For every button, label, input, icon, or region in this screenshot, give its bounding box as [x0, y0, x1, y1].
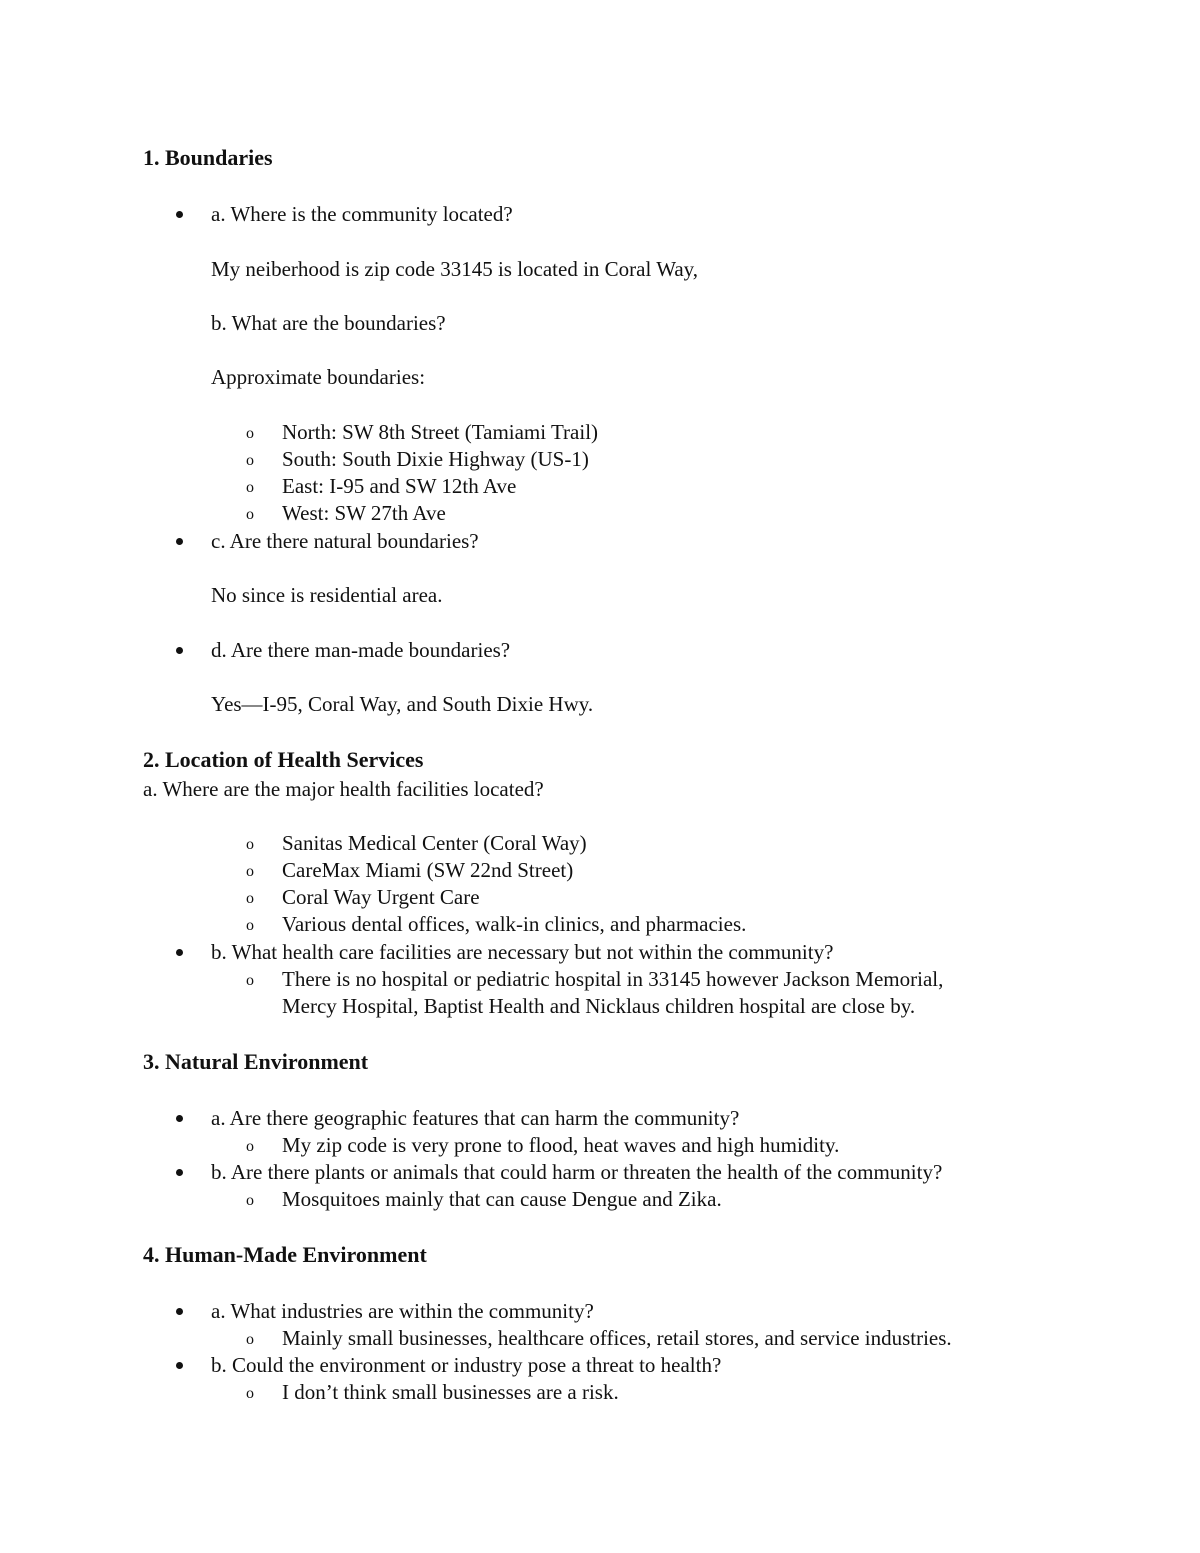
boundary-west: West: SW 27th Ave: [282, 501, 446, 525]
answer-missing-facilities-line1: There is no hospital or pediatric hospital in 33145 however Jackson Memorial,: [282, 967, 944, 991]
question-location: a. Where is the community located?: [211, 202, 513, 226]
answer-natural-boundaries: No since is residential area.: [211, 583, 443, 607]
bullet-icon: [176, 211, 183, 218]
question-health-facilities: a. Where are the major health facilities located?: [143, 777, 544, 801]
facility-item: Coral Way Urgent Care: [282, 885, 480, 909]
circle-bullet-icon: o: [246, 890, 254, 907]
boundary-north: North: SW 8th Street (Tamiami Trail): [282, 420, 599, 444]
answer-plants-animals: Mosquitoes mainly that can cause Dengue and Zika.: [282, 1187, 722, 1211]
circle-bullet-icon: o: [246, 972, 254, 989]
bullet-icon: [176, 1169, 183, 1176]
answer-manmade-boundaries: Yes—I-95, Coral Way, and South Dixie Hwy.: [211, 692, 594, 716]
section-heading-natural-environment: 3. Natural Environment: [143, 1049, 369, 1074]
circle-bullet-icon: o: [246, 1331, 254, 1348]
circle-bullet-icon: o: [246, 1138, 254, 1155]
answer-location: My neiberhood is zip code 33145 is located in Coral Way,: [211, 257, 699, 281]
answer-missing-facilities-line2: Mercy Hospital, Baptist Health and Nicklaus children hospital are close by.: [282, 994, 916, 1018]
answer-boundaries: Approximate boundaries:: [211, 365, 426, 389]
bullet-icon: [176, 1362, 183, 1369]
bullet-icon: [176, 647, 183, 654]
question-natural-boundaries: c. Are there natural boundaries?: [211, 529, 479, 553]
section-heading-boundaries: 1. Boundaries: [143, 145, 273, 170]
circle-bullet-icon: o: [246, 506, 254, 523]
circle-bullet-icon: o: [246, 836, 254, 853]
facility-item: Various dental offices, walk-in clinics, and pharmacies.: [282, 912, 747, 936]
question-health-threat: b. Could the environment or industry pose a threat to health?: [211, 1353, 722, 1377]
section-heading-human-made-environment: 4. Human-Made Environment: [143, 1242, 427, 1267]
question-missing-facilities: b. What health care facilities are necessary but not within the community?: [211, 940, 834, 964]
circle-bullet-icon: o: [246, 863, 254, 880]
section-heading-health-services: 2. Location of Health Services: [143, 747, 424, 772]
question-manmade-boundaries: d. Are there man-made boundaries?: [211, 638, 511, 662]
circle-bullet-icon: o: [246, 1385, 254, 1402]
circle-bullet-icon: o: [246, 1192, 254, 1209]
question-plants-animals: b. Are there plants or animals that could harm or threaten the health of the community?: [211, 1160, 943, 1184]
bullet-icon: [176, 1308, 183, 1315]
bullet-icon: [176, 949, 183, 956]
boundary-south: South: South Dixie Highway (US-1): [282, 447, 589, 471]
answer-health-threat: I don’t think small businesses are a risk.: [282, 1380, 619, 1404]
bullet-icon: [176, 538, 183, 545]
question-geographic-features: a. Are there geographic features that can harm the community?: [211, 1106, 740, 1130]
facility-item: CareMax Miami (SW 22nd Street): [282, 858, 574, 882]
circle-bullet-icon: o: [246, 452, 254, 469]
bullet-icon: [176, 1115, 183, 1122]
circle-bullet-icon: o: [246, 425, 254, 442]
boundary-east: East: I-95 and SW 12th Ave: [282, 474, 517, 498]
circle-bullet-icon: o: [246, 479, 254, 496]
answer-industries: Mainly small businesses, healthcare offices, retail stores, and service industries.: [282, 1326, 952, 1350]
answer-geographic-features: My zip code is very prone to flood, heat waves and high humidity.: [282, 1133, 840, 1157]
circle-bullet-icon: o: [246, 917, 254, 934]
question-industries: a. What industries are within the community?: [211, 1299, 594, 1323]
facility-item: Sanitas Medical Center (Coral Way): [282, 831, 587, 855]
question-boundaries: b. What are the boundaries?: [211, 311, 446, 335]
